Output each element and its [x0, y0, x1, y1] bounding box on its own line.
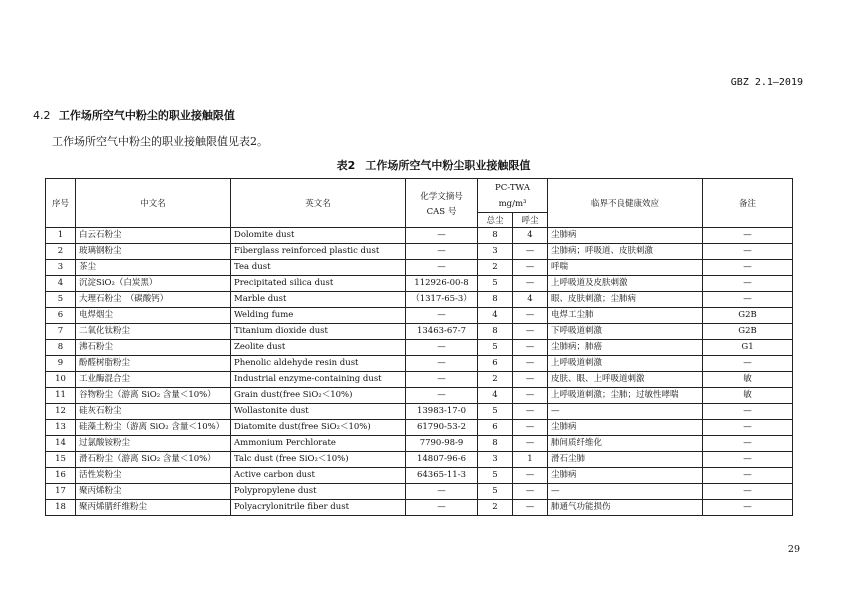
table-row: [46, 244, 793, 260]
cell-cas: 112926-00-8: [406, 276, 478, 292]
table-body: [46, 228, 793, 516]
cell-no: 16: [46, 468, 76, 484]
table-row: [46, 500, 793, 516]
cell-resp: 4: [513, 292, 548, 308]
cell-en: Marble dust: [231, 292, 406, 308]
cell-en: Ammonium Perchlorate: [231, 436, 406, 452]
cell-effect: 肺间质纤维化: [548, 436, 703, 452]
col-header-twa: [478, 179, 548, 213]
cell-resp: —: [513, 484, 548, 500]
cell-note: —: [703, 356, 793, 372]
table-row: [46, 324, 793, 340]
cell-total: 6: [478, 420, 513, 436]
cell-effect: 眼、皮肤刺激；尘肺病: [548, 292, 703, 308]
cell-cas: （1317-65-3）: [406, 292, 478, 308]
cell-en: Dolomite dust: [231, 228, 406, 244]
col-header-cn: 中文名: [76, 179, 231, 228]
cell-resp: 4: [513, 228, 548, 244]
table-row: [46, 276, 793, 292]
cell-cas: —: [406, 484, 478, 500]
section-title: 工作场所空气中粉尘的职业接触限值: [58, 109, 235, 122]
cell-en: Diatomite dust(free SiO₂＜10%): [231, 420, 406, 436]
cell-total: 8: [478, 324, 513, 340]
table-caption: [0, 157, 867, 173]
cell-cn: 大理石粉尘 （碳酸钙）: [76, 292, 231, 308]
cell-cas: 7790-98-9: [406, 436, 478, 452]
cell-no: 12: [46, 404, 76, 420]
cell-cas: —: [406, 244, 478, 260]
cell-cn: 硅灰石粉尘: [76, 404, 231, 420]
table-row: [46, 420, 793, 436]
col-header-no: 序号: [46, 179, 76, 228]
cell-no: 4: [46, 276, 76, 292]
table-row: [46, 404, 793, 420]
col-header-note: 备注: [703, 179, 793, 228]
cell-cn: 沸石粉尘: [76, 340, 231, 356]
cell-resp: —: [513, 468, 548, 484]
cell-resp: —: [513, 276, 548, 292]
cell-cn: 电焊烟尘: [76, 308, 231, 324]
dust-limits-table: [45, 178, 793, 516]
cell-en: Wollastonite dust: [231, 404, 406, 420]
cell-cas: 64365-11-3: [406, 468, 478, 484]
cell-cas: —: [406, 356, 478, 372]
cell-en: Welding fume: [231, 308, 406, 324]
cell-resp: —: [513, 388, 548, 404]
cell-resp: —: [513, 420, 548, 436]
cell-cn: 酚醛树脂粉尘: [76, 356, 231, 372]
cell-cas: —: [406, 340, 478, 356]
cell-effect: —: [548, 484, 703, 500]
cell-note: —: [703, 244, 793, 260]
cell-cas: 14807-96-6: [406, 452, 478, 468]
cell-cn: 活性炭粉尘: [76, 468, 231, 484]
cell-total: 8: [478, 292, 513, 308]
cell-resp: —: [513, 340, 548, 356]
cell-note: —: [703, 468, 793, 484]
cell-no: 9: [46, 356, 76, 372]
section-heading: [33, 107, 235, 123]
table-row: [46, 292, 793, 308]
col-header-cas-line2: CAS 号: [426, 206, 457, 217]
cell-cn: 谷物粉尘（游离 SiO₂ 含量＜10%）: [76, 388, 231, 404]
cell-no: 2: [46, 244, 76, 260]
col-header-total: 总尘: [478, 213, 513, 228]
table-row: [46, 468, 793, 484]
table-row: [46, 228, 793, 244]
cell-cn: 聚丙烯粉尘: [76, 484, 231, 500]
cell-note: G1: [703, 340, 793, 356]
cell-cn: 二氧化钛粉尘: [76, 324, 231, 340]
col-header-effect: 临界不良健康效应: [548, 179, 703, 228]
cell-effect: —: [548, 404, 703, 420]
cell-resp: —: [513, 404, 548, 420]
cell-cn: 白云石粉尘: [76, 228, 231, 244]
cell-en: Polypropylene dust: [231, 484, 406, 500]
table-row: [46, 308, 793, 324]
cell-note: —: [703, 436, 793, 452]
cell-en: Grain dust(free SiO₂＜10%): [231, 388, 406, 404]
cell-en: Industrial enzyme-containing dust: [231, 372, 406, 388]
standard-code: GBZ 2.1—2019: [730, 77, 803, 88]
cell-cas: 13463-67-7: [406, 324, 478, 340]
cell-total: 5: [478, 404, 513, 420]
cell-cas: —: [406, 500, 478, 516]
cell-resp: —: [513, 260, 548, 276]
cell-no: 10: [46, 372, 76, 388]
cell-no: 15: [46, 452, 76, 468]
cell-note: G2B: [703, 308, 793, 324]
table-header-row: [46, 179, 793, 213]
cell-cas: —: [406, 260, 478, 276]
cell-effect: 尘肺病: [548, 468, 703, 484]
col-header-cas: [406, 179, 478, 228]
cell-effect: 滑石尘肺: [548, 452, 703, 468]
table-row: [46, 452, 793, 468]
cell-note: —: [703, 276, 793, 292]
cell-effect: 尘肺病: [548, 420, 703, 436]
cell-note: —: [703, 500, 793, 516]
table-row: [46, 484, 793, 500]
cell-effect: 皮肤、眼、上呼吸道刺激: [548, 372, 703, 388]
cell-cn: 聚丙烯腈纤维粉尘: [76, 500, 231, 516]
cell-note: —: [703, 228, 793, 244]
cell-cn: 茶尘: [76, 260, 231, 276]
cell-cn: 沉淀SiO₂（白炭黑）: [76, 276, 231, 292]
cell-no: 18: [46, 500, 76, 516]
cell-no: 7: [46, 324, 76, 340]
cell-note: —: [703, 420, 793, 436]
cell-en: Precipitated silica dust: [231, 276, 406, 292]
cell-total: 2: [478, 260, 513, 276]
cell-total: 5: [478, 340, 513, 356]
cell-cas: —: [406, 372, 478, 388]
cell-total: 5: [478, 484, 513, 500]
col-header-en: 英文名: [231, 179, 406, 228]
cell-resp: —: [513, 500, 548, 516]
cell-cas: —: [406, 228, 478, 244]
section-intro: 工作场所空气中粉尘的职业接触限值见表2。: [52, 135, 268, 148]
cell-effect: 呼喘: [548, 260, 703, 276]
cell-cas: —: [406, 308, 478, 324]
cell-effect: 电焊工尘肺: [548, 308, 703, 324]
cell-en: Titanium dioxide dust: [231, 324, 406, 340]
cell-resp: —: [513, 436, 548, 452]
cell-no: 11: [46, 388, 76, 404]
cell-effect: 上呼吸道刺激；尘肺；过敏性哮喘: [548, 388, 703, 404]
cell-total: 4: [478, 308, 513, 324]
cell-note: G2B: [703, 324, 793, 340]
cell-note: 敏: [703, 372, 793, 388]
cell-resp: —: [513, 324, 548, 340]
cell-total: 5: [478, 276, 513, 292]
section-number: 4.2: [33, 109, 51, 122]
cell-effect: 尘肺病；呼吸道、皮肤刺激: [548, 244, 703, 260]
cell-effect: 上呼吸道刺激: [548, 356, 703, 372]
cell-total: 2: [478, 500, 513, 516]
cell-total: 8: [478, 228, 513, 244]
cell-resp: 1: [513, 452, 548, 468]
cell-effect: 上呼吸道及皮肤刺激: [548, 276, 703, 292]
cell-note: —: [703, 292, 793, 308]
table-row: [46, 356, 793, 372]
cell-cas: —: [406, 388, 478, 404]
cell-cn: 滑石粉尘（游离 SiO₂ 含量＜10%）: [76, 452, 231, 468]
cell-note: —: [703, 404, 793, 420]
cell-total: 4: [478, 388, 513, 404]
cell-en: Talc dust (free SiO₂＜10%): [231, 452, 406, 468]
cell-effect: 下呼吸道刺激: [548, 324, 703, 340]
cell-cn: 玻璃钢粉尘: [76, 244, 231, 260]
cell-en: Phenolic aldehyde resin dust: [231, 356, 406, 372]
cell-cas: 61790-53-2: [406, 420, 478, 436]
cell-en: Fiberglass reinforced plastic dust: [231, 244, 406, 260]
table-row: [46, 260, 793, 276]
cell-no: 6: [46, 308, 76, 324]
cell-no: 3: [46, 260, 76, 276]
col-header-twa-unit: mg/m³: [498, 198, 527, 209]
cell-en: Tea dust: [231, 260, 406, 276]
cell-resp: —: [513, 308, 548, 324]
cell-cn: 工业酶混合尘: [76, 372, 231, 388]
cell-total: 5: [478, 468, 513, 484]
cell-total: 8: [478, 436, 513, 452]
table-caption-text: 工作场所空气中粉尘职业接触限值: [365, 159, 531, 172]
cell-no: 17: [46, 484, 76, 500]
table-caption-number: 表2: [336, 159, 356, 172]
cell-note: —: [703, 484, 793, 500]
cell-no: 13: [46, 420, 76, 436]
table-row: [46, 388, 793, 404]
cell-effect: 肺通气功能损伤: [548, 500, 703, 516]
cell-cn: 硅藻土粉尘（游离 SiO₂ 含量＜10%）: [76, 420, 231, 436]
table-row: [46, 436, 793, 452]
cell-en: Zeolite dust: [231, 340, 406, 356]
table-row: [46, 340, 793, 356]
cell-resp: —: [513, 372, 548, 388]
cell-note: —: [703, 452, 793, 468]
cell-note: —: [703, 260, 793, 276]
cell-total: 3: [478, 244, 513, 260]
cell-total: 3: [478, 452, 513, 468]
cell-total: 6: [478, 356, 513, 372]
cell-cas: 13983-17-0: [406, 404, 478, 420]
cell-effect: 尘肺病；肺癌: [548, 340, 703, 356]
page-number: 29: [787, 544, 800, 555]
cell-resp: —: [513, 356, 548, 372]
cell-note: 敏: [703, 388, 793, 404]
col-header-resp: 呼尘: [513, 213, 548, 228]
cell-effect: 尘肺病: [548, 228, 703, 244]
cell-no: 5: [46, 292, 76, 308]
table-row: [46, 372, 793, 388]
cell-cn: 过氯酸铵粉尘: [76, 436, 231, 452]
cell-resp: —: [513, 244, 548, 260]
cell-en: Polyacrylonitrile fiber dust: [231, 500, 406, 516]
cell-total: 2: [478, 372, 513, 388]
cell-no: 14: [46, 436, 76, 452]
cell-en: Active carbon dust: [231, 468, 406, 484]
cell-no: 8: [46, 340, 76, 356]
col-header-cas-line1: 化学文摘号: [420, 191, 463, 202]
cell-no: 1: [46, 228, 76, 244]
col-header-twa-label: PC-TWA: [495, 182, 530, 193]
